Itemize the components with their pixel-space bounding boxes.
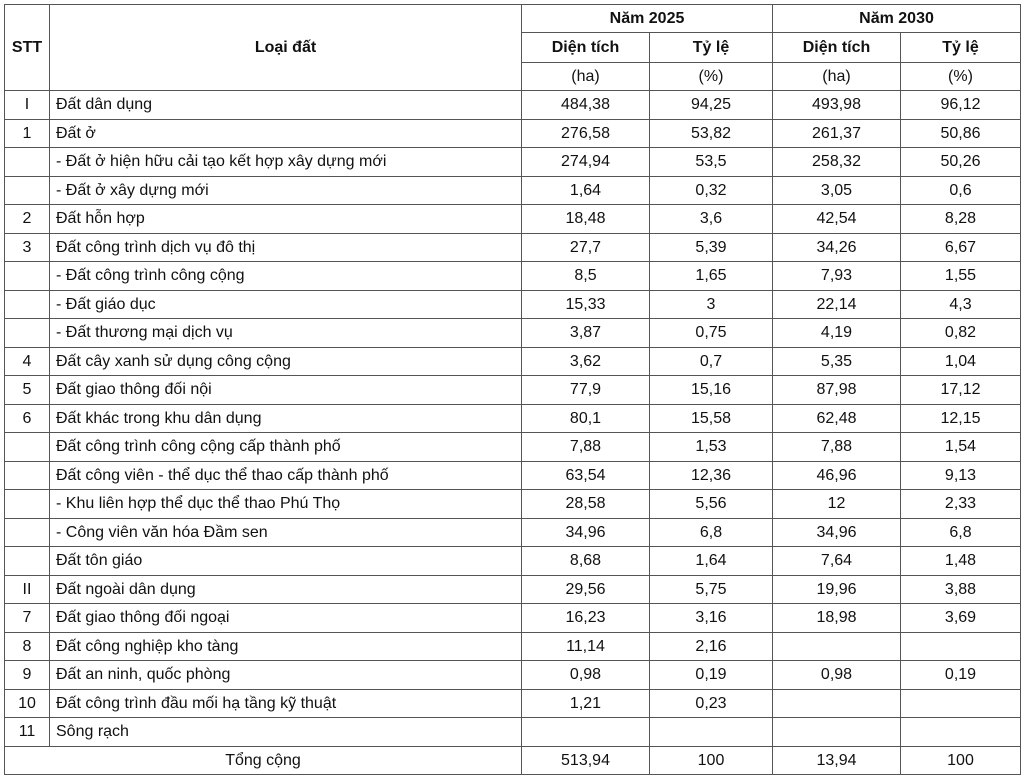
total-label: Tổng cộng [5,746,522,775]
cell-area-2030: 18,98 [773,604,901,633]
cell-area-2025: 1,21 [522,689,650,718]
cell-area-2025: 16,23 [522,604,650,633]
cell-area-2025: 7,88 [522,433,650,462]
cell-ratio-2025: 2,16 [650,632,773,661]
cell-ratio-2030: 6,8 [901,518,1021,547]
total-area-2025: 513,94 [522,746,650,775]
cell-stt: 5 [5,376,50,405]
cell-stt: II [5,575,50,604]
header-area-unit-2025: (ha) [522,63,650,91]
header-ratio-2030: Tỷ lệ [901,33,1021,63]
cell-ratio-2030: 50,26 [901,148,1021,177]
cell-ratio-2030: 3,69 [901,604,1021,633]
cell-ratio-2030 [901,689,1021,718]
cell-area-2025: 80,1 [522,404,650,433]
cell-ratio-2025 [650,718,773,747]
cell-area-2025: 1,64 [522,176,650,205]
cell-stt [5,433,50,462]
cell-land-type: Đất công viên - thể dục thể thao cấp thành phố [50,461,522,490]
header-area-unit-2030: (ha) [773,63,901,91]
table-row [5,490,1021,519]
cell-area-2030: 7,93 [773,262,901,291]
cell-land-type: - Công viên văn hóa Đầm sen [50,518,522,547]
cell-area-2025: 484,38 [522,91,650,120]
cell-area-2025: 15,33 [522,290,650,319]
cell-stt [5,547,50,576]
cell-ratio-2025: 12,36 [650,461,773,490]
header-year-2030: Năm 2030 [773,5,1021,33]
cell-land-type: - Đất công trình công cộng [50,262,522,291]
cell-land-type: Đất công trình dịch vụ đô thị [50,233,522,262]
total-row [5,746,1021,775]
cell-land-type: Đất giao thông đối nội [50,376,522,405]
cell-ratio-2030: 0,19 [901,661,1021,690]
cell-land-type: - Khu liên hợp thể dục thể thao Phú Thọ [50,490,522,519]
cell-area-2025: 29,56 [522,575,650,604]
cell-area-2025: 11,14 [522,632,650,661]
cell-ratio-2030: 4,3 [901,290,1021,319]
total-area-2030: 13,94 [773,746,901,775]
cell-area-2030: 42,54 [773,205,901,234]
cell-area-2030: 19,96 [773,575,901,604]
cell-area-2030: 62,48 [773,404,901,433]
cell-land-type: Đất tôn giáo [50,547,522,576]
cell-ratio-2030: 2,33 [901,490,1021,519]
cell-ratio-2025: 0,19 [650,661,773,690]
cell-area-2030: 4,19 [773,319,901,348]
table-row [5,404,1021,433]
land-use-table [4,4,1021,775]
cell-ratio-2025: 3,6 [650,205,773,234]
cell-land-type: - Đất ở xây dựng mới [50,176,522,205]
cell-stt: I [5,91,50,120]
cell-stt [5,518,50,547]
cell-stt: 6 [5,404,50,433]
cell-land-type: Đất an ninh, quốc phòng [50,661,522,690]
cell-ratio-2030: 1,55 [901,262,1021,291]
cell-area-2025: 276,58 [522,119,650,148]
cell-area-2030: 87,98 [773,376,901,405]
cell-stt: 11 [5,718,50,747]
cell-ratio-2025: 5,75 [650,575,773,604]
cell-area-2025: 28,58 [522,490,650,519]
cell-stt: 8 [5,632,50,661]
header-land-type: Loại đất [50,5,522,91]
cell-stt [5,148,50,177]
cell-ratio-2025: 1,65 [650,262,773,291]
table-row [5,148,1021,177]
cell-area-2025: 18,48 [522,205,650,234]
cell-ratio-2025: 15,58 [650,404,773,433]
cell-ratio-2025: 15,16 [650,376,773,405]
cell-land-type: Đất công nghiệp kho tàng [50,632,522,661]
cell-ratio-2030: 1,54 [901,433,1021,462]
header-ratio-2025: Tỷ lệ [650,33,773,63]
cell-land-type: Đất công trình công cộng cấp thành phố [50,433,522,462]
cell-area-2030: 261,37 [773,119,901,148]
cell-ratio-2025: 1,64 [650,547,773,576]
cell-ratio-2030: 12,15 [901,404,1021,433]
header-year-2025: Năm 2025 [522,5,773,33]
table-row [5,205,1021,234]
cell-land-type: Đất cây xanh sử dụng công cộng [50,347,522,376]
cell-area-2025: 3,87 [522,319,650,348]
header-stt: STT [5,5,50,91]
cell-area-2030: 12 [773,490,901,519]
cell-ratio-2025: 5,56 [650,490,773,519]
cell-ratio-2030: 8,28 [901,205,1021,234]
table-row [5,233,1021,262]
table-row [5,718,1021,747]
cell-area-2030: 493,98 [773,91,901,120]
cell-stt [5,176,50,205]
table-row [5,661,1021,690]
cell-ratio-2030: 0,82 [901,319,1021,348]
cell-ratio-2025: 6,8 [650,518,773,547]
table-row [5,91,1021,120]
header-area-2025: Diện tích [522,33,650,63]
cell-land-type: Đất ở [50,119,522,148]
cell-ratio-2030: 9,13 [901,461,1021,490]
cell-stt: 7 [5,604,50,633]
table-row [5,547,1021,576]
cell-ratio-2025: 94,25 [650,91,773,120]
table-row [5,376,1021,405]
cell-land-type: Đất khác trong khu dân dụng [50,404,522,433]
table-row [5,604,1021,633]
cell-area-2025: 274,94 [522,148,650,177]
cell-land-type: Đất ngoài dân dụng [50,575,522,604]
cell-area-2025: 3,62 [522,347,650,376]
cell-ratio-2030: 17,12 [901,376,1021,405]
cell-ratio-2025: 0,7 [650,347,773,376]
total-ratio-2025: 100 [650,746,773,775]
table-row [5,290,1021,319]
table-body [5,91,1021,747]
cell-ratio-2025: 1,53 [650,433,773,462]
cell-area-2025: 8,5 [522,262,650,291]
table-row [5,575,1021,604]
cell-area-2025: 34,96 [522,518,650,547]
cell-area-2030: 258,32 [773,148,901,177]
cell-stt: 10 [5,689,50,718]
cell-stt: 4 [5,347,50,376]
cell-ratio-2025: 53,82 [650,119,773,148]
table-row [5,119,1021,148]
cell-land-type: - Đất giáo dục [50,290,522,319]
cell-ratio-2030: 3,88 [901,575,1021,604]
cell-stt: 1 [5,119,50,148]
cell-stt [5,490,50,519]
cell-ratio-2030: 0,6 [901,176,1021,205]
cell-land-type: Đất công trình đầu mối hạ tầng kỹ thuật [50,689,522,718]
cell-land-type: Đất dân dụng [50,91,522,120]
header-ratio-unit-2030: (%) [901,63,1021,91]
cell-area-2025: 27,7 [522,233,650,262]
header-area-2030: Diện tích [773,33,901,63]
cell-area-2030: 0,98 [773,661,901,690]
header-ratio-unit-2025: (%) [650,63,773,91]
cell-ratio-2030 [901,718,1021,747]
cell-area-2030: 34,96 [773,518,901,547]
cell-area-2025: 8,68 [522,547,650,576]
table-row [5,689,1021,718]
cell-area-2025: 0,98 [522,661,650,690]
table-row [5,433,1021,462]
cell-ratio-2030: 96,12 [901,91,1021,120]
cell-area-2030: 46,96 [773,461,901,490]
table-row [5,319,1021,348]
cell-area-2025 [522,718,650,747]
cell-area-2030: 7,88 [773,433,901,462]
cell-ratio-2025: 0,75 [650,319,773,348]
cell-area-2030: 5,35 [773,347,901,376]
cell-area-2030 [773,689,901,718]
table-row [5,518,1021,547]
cell-ratio-2025: 0,32 [650,176,773,205]
cell-stt [5,461,50,490]
cell-stt: 2 [5,205,50,234]
cell-ratio-2030: 1,48 [901,547,1021,576]
cell-area-2030 [773,718,901,747]
cell-ratio-2025: 3,16 [650,604,773,633]
cell-area-2030: 22,14 [773,290,901,319]
table-row [5,347,1021,376]
cell-ratio-2025: 0,23 [650,689,773,718]
cell-ratio-2030 [901,632,1021,661]
cell-ratio-2030: 50,86 [901,119,1021,148]
cell-stt [5,319,50,348]
cell-land-type: Sông rạch [50,718,522,747]
cell-area-2025: 77,9 [522,376,650,405]
total-ratio-2030: 100 [901,746,1021,775]
cell-area-2030 [773,632,901,661]
cell-ratio-2030: 6,67 [901,233,1021,262]
table-row [5,461,1021,490]
cell-ratio-2030: 1,04 [901,347,1021,376]
cell-land-type: - Đất ở hiện hữu cải tạo kết hợp xây dựng mới [50,148,522,177]
cell-stt [5,290,50,319]
table-row [5,176,1021,205]
cell-area-2025: 63,54 [522,461,650,490]
cell-stt: 9 [5,661,50,690]
cell-land-type: Đất hỗn hợp [50,205,522,234]
cell-stt [5,262,50,291]
cell-land-type: Đất giao thông đối ngoại [50,604,522,633]
cell-area-2030: 3,05 [773,176,901,205]
cell-land-type: - Đất thương mại dịch vụ [50,319,522,348]
table-row [5,632,1021,661]
cell-ratio-2025: 3 [650,290,773,319]
cell-area-2030: 7,64 [773,547,901,576]
cell-ratio-2025: 53,5 [650,148,773,177]
cell-ratio-2025: 5,39 [650,233,773,262]
table-row [5,262,1021,291]
cell-area-2030: 34,26 [773,233,901,262]
cell-stt: 3 [5,233,50,262]
